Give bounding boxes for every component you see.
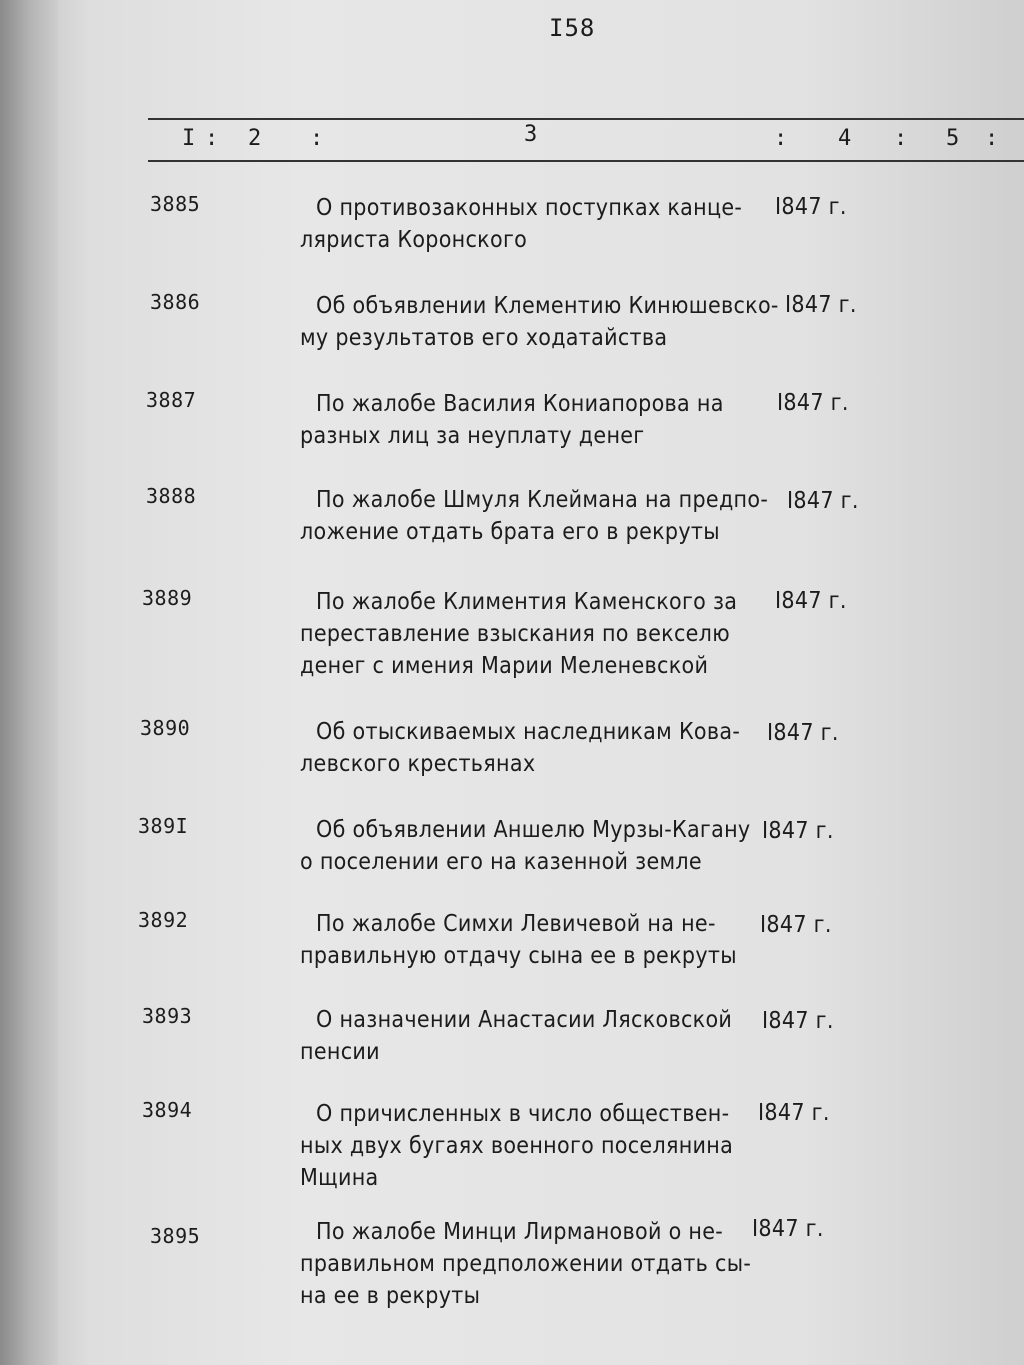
entry-line: денег с имения Марии Меленевской xyxy=(300,653,709,679)
entry-line: ляриста Коронского xyxy=(300,227,528,253)
entry-year: I847 г. xyxy=(762,1008,834,1034)
entry-line: разных лиц за неуплату денег xyxy=(300,423,645,449)
header-sep2: : xyxy=(310,126,324,151)
entry-number: 3894 xyxy=(142,1098,193,1122)
header-col4: 4 xyxy=(838,126,852,151)
entry-line: По жалобе Минци Лирмановой о не- xyxy=(316,1219,724,1245)
entry-line: правильную отдачу сына ее в рекруты xyxy=(300,943,737,969)
entry-year: I847 г. xyxy=(762,818,834,844)
page-fold-shadow xyxy=(0,0,58,1365)
header-col1: I xyxy=(182,126,196,151)
table-header-top-rule xyxy=(148,118,1024,120)
entry-line: О назначении Анастасии Лясковской xyxy=(316,1007,733,1033)
entry-number: 3889 xyxy=(142,586,193,610)
entry-line: По жалобе Симхи Левичевой на не- xyxy=(316,911,716,937)
entry-line: О противозаконных поступках канце- xyxy=(316,195,743,221)
entry-description xyxy=(300,192,770,256)
header-sep1: : xyxy=(205,126,219,151)
entry-description xyxy=(300,1098,770,1194)
entry-number: 3888 xyxy=(146,484,197,508)
entry-year: I847 г. xyxy=(775,194,847,220)
entry-line: переставление взыскания по векселю xyxy=(300,621,730,647)
entry-description xyxy=(300,484,770,548)
table-header-bottom-rule xyxy=(148,160,1024,162)
entry-description xyxy=(300,716,770,780)
entry-year: I847 г. xyxy=(785,292,857,318)
header-col5: 5 xyxy=(946,126,960,151)
entry-number: 3892 xyxy=(138,908,189,932)
entry-description xyxy=(300,908,770,972)
entry-year: I847 г. xyxy=(787,488,859,514)
page-number: I58 xyxy=(549,14,596,42)
entry-number: 3890 xyxy=(140,716,191,740)
entry-description xyxy=(300,586,770,682)
entry-year: I847 г. xyxy=(767,720,839,746)
entry-number: 3886 xyxy=(150,290,201,314)
entry-line: му результатов его ходатайства xyxy=(300,325,668,351)
entry-line: Об объявлении Клементию Кинюшевско- xyxy=(316,293,779,319)
entry-line: о поселении его на казенной земле xyxy=(300,849,702,875)
entry-number: 3893 xyxy=(142,1004,193,1028)
entry-year: I847 г. xyxy=(758,1100,830,1126)
entry-line: Мщина xyxy=(300,1165,379,1191)
entry-line: на ее в рекруты xyxy=(300,1283,481,1309)
table-header xyxy=(0,122,1024,156)
entry-year: I847 г. xyxy=(777,390,849,416)
entry-line: По жалобе Климентия Каменского за xyxy=(316,589,738,615)
header-col3: 3 xyxy=(524,122,538,147)
entry-line: По жалобе Василия Кониапорова на xyxy=(316,391,724,417)
entry-number: 3895 xyxy=(150,1224,201,1248)
entry-description xyxy=(300,1004,770,1068)
entry-year: I847 г. xyxy=(760,912,832,938)
entry-description xyxy=(300,1216,770,1312)
entry-line: правильном предположении отдать сы- xyxy=(300,1251,752,1277)
entry-year: I847 г. xyxy=(775,588,847,614)
entry-number: 389I xyxy=(138,814,189,838)
entry-number: 3885 xyxy=(150,192,201,216)
entry-description xyxy=(300,388,770,452)
entry-line: левского крестьянах xyxy=(300,751,536,777)
entry-description xyxy=(300,814,770,878)
entry-number: 3887 xyxy=(146,388,197,412)
header-col2: 2 xyxy=(248,126,262,151)
entry-description xyxy=(300,290,779,354)
entry-line: ложение отдать брата его в рекруты xyxy=(300,519,720,545)
header-sep4: : xyxy=(894,126,908,151)
header-sep3: : xyxy=(774,126,788,151)
header-sep5: : xyxy=(985,126,999,151)
entry-line: По жалобе Шмуля Клеймана на предпо- xyxy=(316,487,769,513)
entry-line: Об отыскиваемых наследникам Кова- xyxy=(316,719,741,745)
entry-line: ных двух бугаях военного поселянина xyxy=(300,1133,734,1159)
entry-year: I847 г. xyxy=(752,1216,824,1242)
entry-line: Об объявлении Аншелю Мурзы-Кагану xyxy=(316,817,751,843)
entry-line: О причисленных в число обществен- xyxy=(316,1101,730,1127)
entry-line: пенсии xyxy=(300,1039,380,1065)
